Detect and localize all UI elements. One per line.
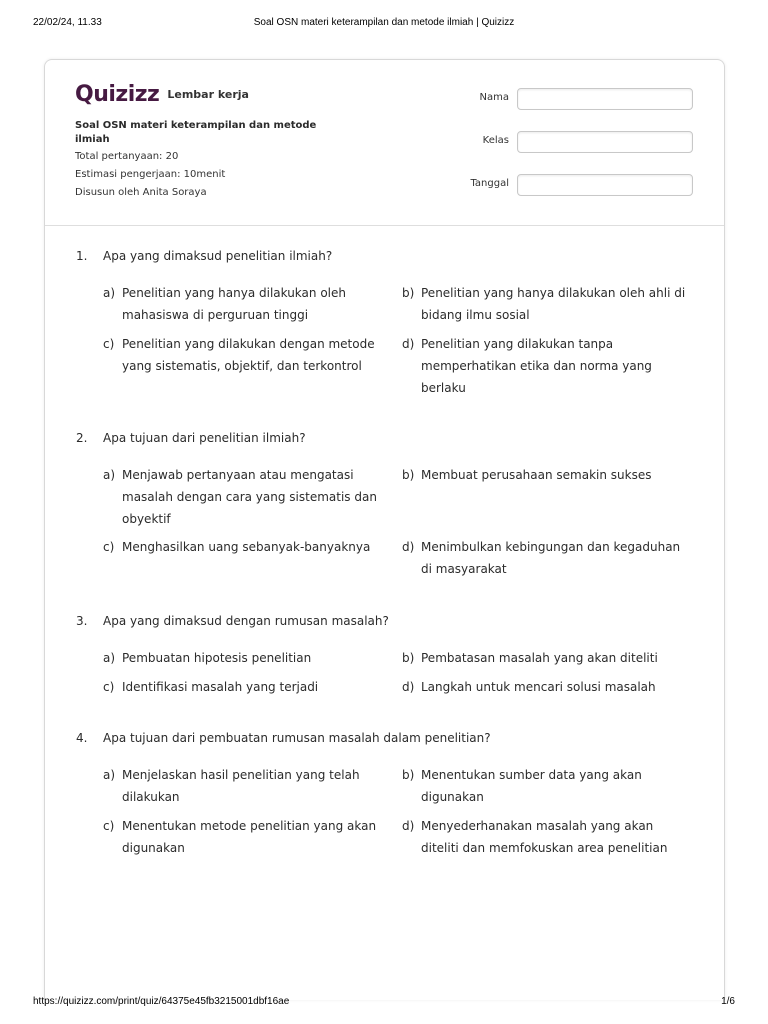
print-date: 22/02/24, 11.33 xyxy=(33,17,102,28)
print-footer xyxy=(33,996,735,1010)
option-text: Penelitian yang dilakukan tanpa memperhatikan etika dan norma yang berlaku xyxy=(421,337,652,395)
option-text: Pembuatan hipotesis penelitian xyxy=(122,651,312,665)
option-letter: c) xyxy=(103,819,115,833)
question-text: Apa yang dimaksud penelitian ilmiah? xyxy=(103,249,333,263)
quiz-title: Soal OSN materi keterampilan dan metode ilmiah xyxy=(75,120,317,145)
option-letter: d) xyxy=(402,540,415,554)
print-title: Soal OSN materi keterampilan dan metode ilmiah | Quizizz xyxy=(253,17,515,28)
option-text: Menghasilkan uang sebanyak-banyaknya xyxy=(122,540,371,554)
name-label: Nama xyxy=(479,92,509,103)
logo-wordmark: Quizizz xyxy=(75,81,160,107)
option-text: Menentukan metode penelitian yang akan digunakan xyxy=(122,819,377,855)
option-text: Menjelaskan hasil penelitian yang telah dilakukan xyxy=(122,768,360,804)
option-text: Menjawab pertanyaan atau mengatasi masalah dengan cara yang sistematis dan obyektif xyxy=(122,468,377,526)
option-letter: b) xyxy=(402,651,415,665)
option-text: Langkah untuk mencari solusi masalah xyxy=(421,680,656,694)
option-letter: c) xyxy=(103,540,115,554)
option-letter: d) xyxy=(402,337,415,351)
option-text: Identifikasi masalah yang terjadi xyxy=(122,680,319,694)
option-letter: d) xyxy=(402,819,415,833)
option-text: Menyederhanakan masalah yang akan diteliti dan memfokuskan area penelitian xyxy=(421,819,668,855)
worksheet xyxy=(44,59,725,1000)
option-text: Menimbulkan kebingungan dan kegaduhan di masyarakat xyxy=(421,540,681,576)
option-text: Penelitian yang hanya dilakukan oleh mahasiswa di perguruan tinggi xyxy=(122,286,346,322)
option-letter: b) xyxy=(402,468,415,482)
option-text: Pembatasan masalah yang akan diteliti xyxy=(421,651,658,665)
worksheet-header xyxy=(45,60,724,226)
question-text: Apa tujuan dari penelitian ilmiah? xyxy=(103,431,306,445)
question-number: 4. xyxy=(76,731,88,745)
name-field[interactable] xyxy=(517,88,693,110)
estimated-time: Estimasi pengerjaan: 10menit xyxy=(75,169,226,180)
option-letter: b) xyxy=(402,768,415,782)
option-letter: b) xyxy=(402,286,415,300)
option-text: Penelitian yang dilakukan dengan metode yang sistematis, objektif, dan terkontrol xyxy=(122,337,375,373)
class-label: Kelas xyxy=(482,135,509,146)
date-field[interactable] xyxy=(517,174,693,196)
option-letter: a) xyxy=(103,768,116,782)
option-letter: a) xyxy=(103,286,116,300)
question-text: Apa yang dimaksud dengan rumusan masalah? xyxy=(103,614,389,628)
option-letter: c) xyxy=(103,337,115,351)
question-number: 3. xyxy=(76,614,88,628)
worksheet-label: Lembar kerja xyxy=(167,87,249,101)
option-letter: c) xyxy=(103,680,115,694)
page-number: 1/6 xyxy=(721,996,735,1007)
author: Disusun oleh Anita Soraya xyxy=(75,187,207,198)
question-number: 1. xyxy=(76,249,88,263)
date-label: Tanggal xyxy=(470,178,509,189)
option-text: Penelitian yang hanya dilakukan oleh ahli di bidang ilmu sosial xyxy=(421,286,686,322)
quizizz-logo xyxy=(75,81,249,107)
question-number: 2. xyxy=(76,431,88,445)
class-field[interactable] xyxy=(517,131,693,153)
option-letter: a) xyxy=(103,468,116,482)
question-text: Apa tujuan dari pembuatan rumusan masalah dalam penelitian? xyxy=(103,731,491,745)
print-header xyxy=(33,17,735,31)
option-text: Menentukan sumber data yang akan digunakan xyxy=(421,768,642,804)
print-url: https://quizizz.com/print/quiz/64375e45fb3215001dbf16ae xyxy=(33,996,290,1007)
option-text: Membuat perusahaan semakin sukses xyxy=(421,468,652,482)
option-letter: d) xyxy=(402,680,415,694)
option-letter: a) xyxy=(103,651,116,665)
total-questions: Total pertanyaan: 20 xyxy=(75,151,179,162)
